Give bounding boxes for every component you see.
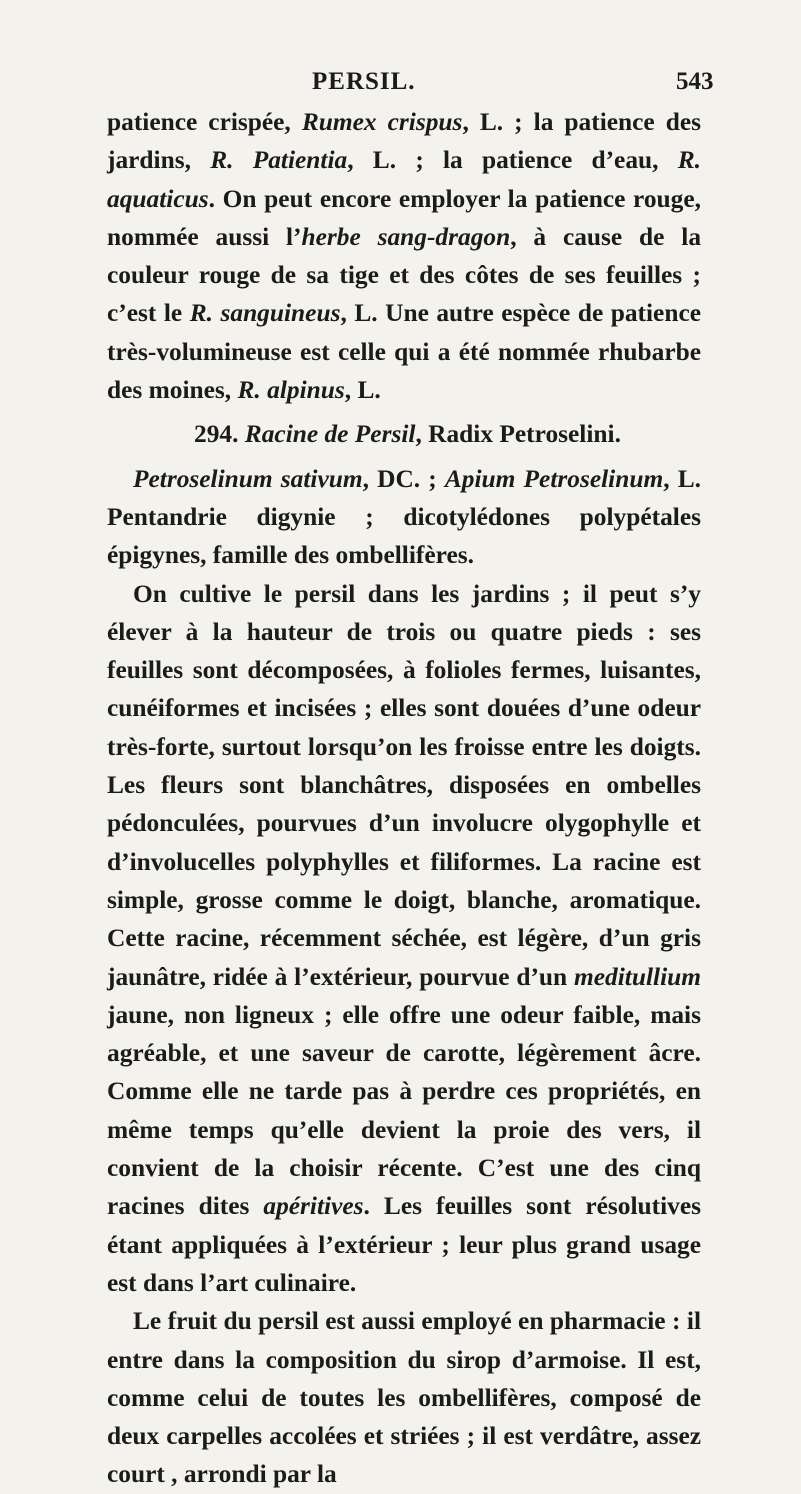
section-latin-title: , Radix Petroselini.: [415, 420, 621, 449]
paragraph-synonymy: [107, 460, 701, 575]
term: apéritives: [263, 1192, 364, 1221]
paragraph-description: [107, 575, 701, 1303]
term: meditullium: [574, 962, 701, 991]
running-title: PERSIL.: [312, 68, 416, 95]
species-name: R. alpinus: [237, 376, 345, 405]
section-heading: [107, 415, 701, 453]
text-span: . Les feuilles sont résolutives étant appliquées à l’extérieur ; leur plus grand usage est dans l’art culinaire.: [107, 1192, 701, 1297]
text-span: , à cause de la couleur rouge de sa tige et des côtes de ses feuilles ; c’est le: [107, 222, 702, 328]
text-span: On cultive le persil dans les jardins ; il peut s’y élever à la hauteur de trois ou quatre pieds : ses feuilles sont décomposées, à folioles fermes, luisantes, cunéiformes et incisées ; elles sont douées d’une odeur très-forte, surtout lorsqu’on les froisse entre les doigts. Les fleurs sont blanchâtres, disposées en ombelles pédonculées, pourvues d’un involucre olygophylle et d’involucelles polyphylles et filiformes. La racine est simple, grosse comme le doigt, blanche, aromatique. Cette racine, récemment séchée, est légère, d’un gris jaunâtre, ridée à l’extérieur, pourvue d’un: [107, 579, 701, 991]
text-span: patience crispée,: [107, 108, 302, 136]
text-span: . On peut encore employer la patience rouge, nommée aussi l’: [107, 184, 701, 251]
species-name: Apium Petroselinum: [444, 464, 664, 493]
page-number: 543: [676, 68, 714, 95]
text-span: , L. Une autre espèce de patience très-volumineuse est celle qui a été nommée rhubarbe des moines,: [107, 299, 701, 405]
section-title: Racine de Persil: [244, 420, 416, 449]
species-name: Petroselinum sativum: [133, 464, 363, 493]
section-number: 294.: [194, 420, 239, 449]
text-span: , L. Pentandrie digynie ; dicotylédones polypétales épigynes, famille des ombellifères.: [107, 464, 701, 570]
species-name: Rumex crispus: [301, 108, 463, 136]
species-name: R. sanguineus: [189, 299, 341, 328]
text-span: , DC. ;: [362, 464, 445, 493]
text-span: Le fruit du persil est aussi employé en pharmacie : il entre dans la composition du sirop d’armoise. Il est, comme celui de toutes les ombellifères, composé de deux carpelles accolées et striées ; il est verdâtre, assez court , arrondi par la: [107, 1307, 701, 1489]
text-span: , L. ; la patience des jardins,: [107, 108, 702, 175]
common-name: herbe sang-dragon: [301, 222, 511, 251]
species-name: R. aquaticus: [107, 146, 702, 213]
species-name: R. Patientia: [210, 146, 348, 175]
text-span: , L.: [344, 376, 381, 405]
text-span: , L. ; la patience d’eau,: [347, 146, 678, 175]
text-span: jaune, non ligneux ; elle offre une odeur faible, mais agréable, et une saveur de carotte, légèrement âcre. Comme elle ne tarde pas à perdre ces propriétés, en même temps qu’elle devient la proie des vers, il convient de la choisir récente. C’est une des cinq racines dites: [107, 1000, 701, 1221]
paragraph-fruit: [107, 1302, 701, 1493]
running-head: [0, 68, 801, 102]
paragraph-patience-species: [107, 103, 701, 409]
body-text: [107, 103, 701, 1494]
